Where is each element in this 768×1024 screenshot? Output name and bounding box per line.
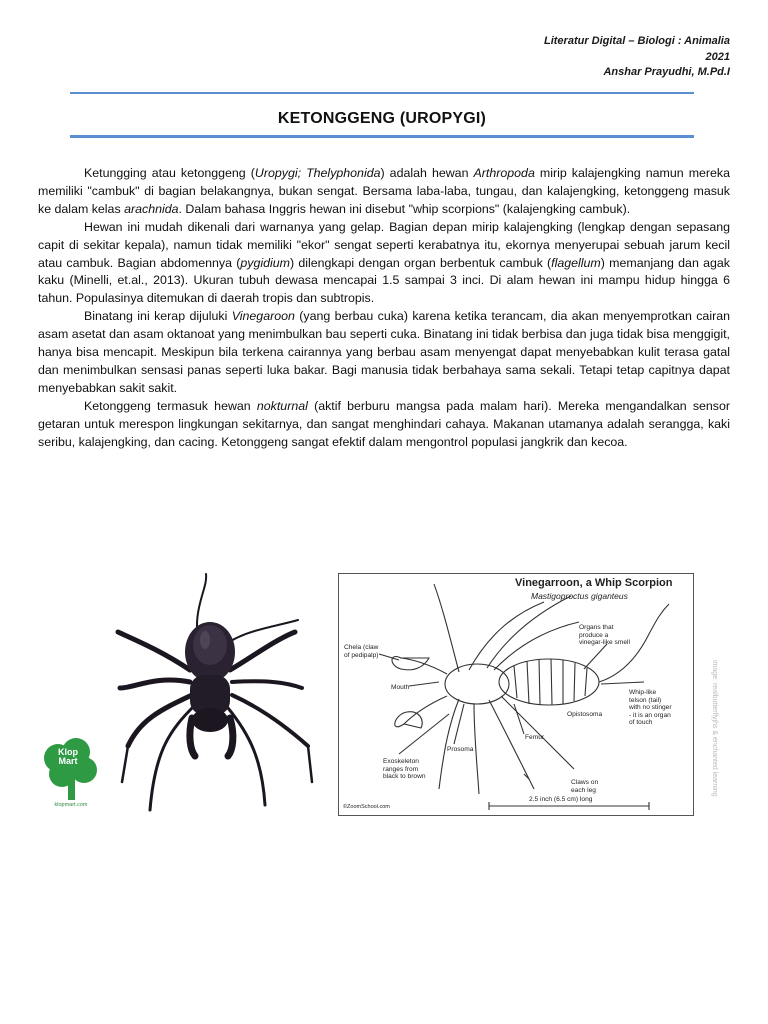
diagram-title: Vinegarroon, a Whip Scorpion <box>515 577 673 589</box>
label-femur: Femur <box>525 734 545 741</box>
diagram-subtitle: Mastigoproctus giganteus <box>531 591 628 601</box>
paragraph-2: Hewan ini mudah dikenali dari warnanya yang gelap. Bagian depan mirip kalajengking (lengkap dengan sepasang capit di sekitar kepala), namun tidak memiliki "ekor" sengat seperti kerabatnya itu, ekornya menyerupai sebuah jarum kecil atau cambuk. Bagian abdomennya (pygidium) dilengkapi dengan organ berbentuk cambuk (flagellum) memanjang dan agak kaku (Minelli, et.al., 2013). Ukuran tubuh dewasa mencapai 1.5 sampai 3 inci. Di alam hewan ini mampu hidup hingga 6 tahun. Populasinya ditemukan di daerah tropis dan subtropis. <box>38 219 730 306</box>
label-size: 2.5 inch (6.5 cm) long <box>529 796 593 803</box>
whip-scorpion-photo <box>40 570 330 830</box>
label-opistosoma: Opistosoma <box>567 711 603 718</box>
label-organs: Organs that produce a vinegar-like smell <box>579 624 630 647</box>
logo-brand: Klop Mart <box>58 747 78 766</box>
klopmart-logo <box>40 738 102 810</box>
label-claws: Claws on each leg <box>571 779 599 794</box>
header-year: 2021 <box>705 50 730 63</box>
article-body <box>38 165 730 452</box>
paragraph-3: Binatang ini kerap dijuluki Vinegaroon (yang berbau cuka) karena ketika terancam, dia akan menyemprotkan cairan asam asetat dan asam oktanoat yang menimbulkan bau seperti cuka. Binatang ini tidak berbisa dan juga tidak bisa menggigit, hanya bisa mencapit. Meskipun bila terkena cairannya yang berbau asam menyengat dapat menyebabkan kulit terasa gatal dan menimbulkan sensasi panas seperti luka bakar. Bagi manusia tidak berbahaya sama sekali. Tetapi tetap capitnya dapat menyebabkan sakit sakit. <box>38 309 730 395</box>
document-header <box>544 34 730 81</box>
header-course: Literatur Digital – Biologi : Animalia <box>543 35 730 47</box>
header-author: Anshar Prayudhi, M.Pd.I <box>603 66 730 78</box>
logo-url: klopmart.com <box>54 802 88 808</box>
paragraph-4: Ketonggeng termasuk hewan nokturnal (aktif berburu mangsa pada malam hari). Mereka mengandalkan sensor getaran untuk merespon lingkungan sekitarnya, dan sangat menghindari cahaya. Makanan utamanya adalah serangga, kaki seribu, kalajengking, dan cacing. Ketonggeng sangat efektif dalam mengontrol populasi jangkrik dan kecoa. <box>38 398 731 449</box>
label-chela: Chela (claw of pedipalp) <box>344 644 379 659</box>
page-title: KETONGGENG (UROPYGI) <box>277 110 487 127</box>
label-source: ©ZoomSchool.com <box>343 804 390 810</box>
label-mouth: Mouth <box>391 684 410 691</box>
title-rule-bottom <box>70 135 694 138</box>
label-prosoma: Prosoma <box>447 746 474 753</box>
paragraph-1: Ketungging atau ketonggeng (Uropygi; Thelyphonida) adalah hewan Arthropoda mirip kalajengking namun mereka memiliki "cambuk" di bagian belakangnya, bukan sengat. Bersama laba-laba, tungau, dan kalajengking, ketonggeng masuk ke dalam kelas arachnida. Dalam bahasa Inggris hewan ini disebut "whip scorpions" (kalajengking cambuk). <box>38 166 731 216</box>
label-exoskeleton: Exoskeleton ranges from black to brown <box>383 758 426 781</box>
title-rule-top <box>70 92 694 94</box>
label-whip: Whip-like telson (tail) with no stinger - it is an organ of touch <box>629 689 672 727</box>
anatomy-diagram <box>338 573 694 816</box>
image-credit: image: realbutterflyjhs & enchanted learning <box>711 660 718 797</box>
